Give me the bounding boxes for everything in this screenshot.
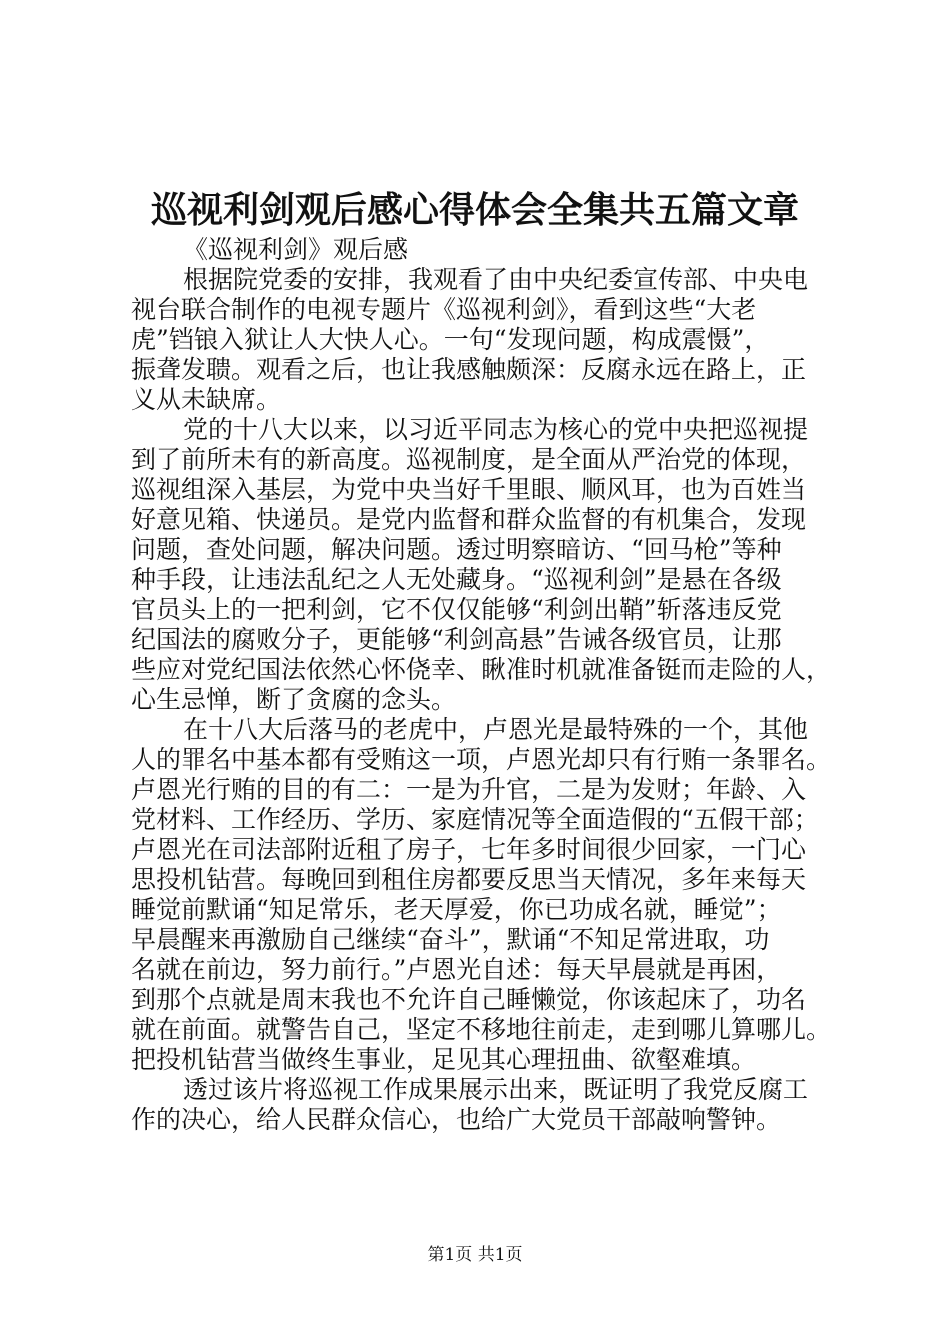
text-line: 早晨醒来再激励自己继续“奋斗”，默诵“不知足常进取，功 bbox=[131, 925, 770, 954]
text-line: 党的十八大以来，以习近平同志为核心的党中央把巡视提 bbox=[183, 415, 809, 444]
text-line: 种手段，让违法乱纪之人无处藏身。“巡视利剑”是悬在各级 bbox=[131, 565, 782, 594]
article-subtitle: 《巡视利剑》观后感 bbox=[183, 235, 409, 264]
text-line: 卢恩光行贿的目的有二：一是为升官，二是为发财；年龄、入 bbox=[131, 775, 807, 804]
text-line: 巡视组深入基层，为党中央当好千里眼、顺风耳，也为百姓当 bbox=[131, 475, 807, 504]
text-line: 纪国法的腐败分子，更能够“利剑高悬”告诫各级官员，让那 bbox=[131, 625, 782, 654]
text-line: 把投机钻营当做终生事业，足见其心理扭曲、欲壑难填。 bbox=[131, 1045, 757, 1074]
text-line: 问题，查处问题，解决问题。透过明察暗访、“回马枪”等种 bbox=[131, 535, 782, 564]
text-line: 卢恩光在司法部附近租了房子，七年多时间很少回家，一门心 bbox=[131, 835, 807, 864]
text-line: 在十八大后落马的老虎中，卢恩光是最特殊的一个，其他 bbox=[183, 715, 809, 744]
text-line: 到那个点就是周末我也不允许自己睡懒觉，你该起床了，功名 bbox=[131, 985, 807, 1014]
text-line: 就在前面。就警告自己，坚定不移地往前走，走到哪儿算哪儿。 bbox=[131, 1015, 832, 1044]
text-line: 党材料、工作经历、学历、家庭情况等全面造假的“五假干部； bbox=[131, 805, 819, 834]
text-line: 思投机钻营。每晚回到租住房都要反思当天情况，多年来每天 bbox=[131, 865, 807, 894]
text-line: 名就在前边，努力前行。”卢恩光自述：每天早晨就是再困， bbox=[131, 955, 782, 984]
text-line: 人的罪名中基本都有受贿这一项，卢恩光却只有行贿一条罪名。 bbox=[131, 745, 832, 774]
text-line: 振聋发聩。观看之后，也让我感触颇深：反腐永远在路上，正 bbox=[131, 355, 807, 384]
text-line: 透过该片将巡视工作成果展示出来，既证明了我党反腐工 bbox=[183, 1075, 809, 1104]
text-line: 作的决心，给人民群众信心，也给广大党员干部敲响警钟。 bbox=[131, 1105, 782, 1134]
text-line: 虎”铛锒入狱让人大快人心。一句“发现问题，构成震慑”， bbox=[131, 325, 770, 354]
text-line: 心生忌惮，断了贪腐的念头。 bbox=[131, 685, 457, 714]
text-line: 到了前所未有的新高度。巡视制度，是全面从严治党的体现， bbox=[131, 445, 807, 474]
text-line: 官员头上的一把利剑，它不仅仅能够“利剑出鞘”斩落违反党 bbox=[131, 595, 782, 624]
text-line: 些应对党纪国法依然心怀侥幸、瞅准时机就准备铤而走险的人， bbox=[131, 655, 832, 684]
text-line: 好意见箱、快递员。是党内监督和群众监督的有机集合，发现 bbox=[131, 505, 807, 534]
page-number-footer: 第1页 共1页 bbox=[427, 1245, 523, 1265]
text-line: 视台联合制作的电视专题片《巡视利剑》，看到这些“大老 bbox=[131, 295, 757, 324]
text-line: 义从未缺席。 bbox=[131, 385, 282, 414]
text-line: 睡觉前默诵“知足常乐，老天厚爱，你已功成名就，睡觉”； bbox=[131, 895, 782, 924]
document-body bbox=[131, 235, 843, 1135]
text-line: 根据院党委的安排，我观看了由中央纪委宣传部、中央电 bbox=[183, 265, 809, 294]
document-title: 巡视利剑观后感心得体会全集共五篇文章 bbox=[150, 189, 799, 231]
